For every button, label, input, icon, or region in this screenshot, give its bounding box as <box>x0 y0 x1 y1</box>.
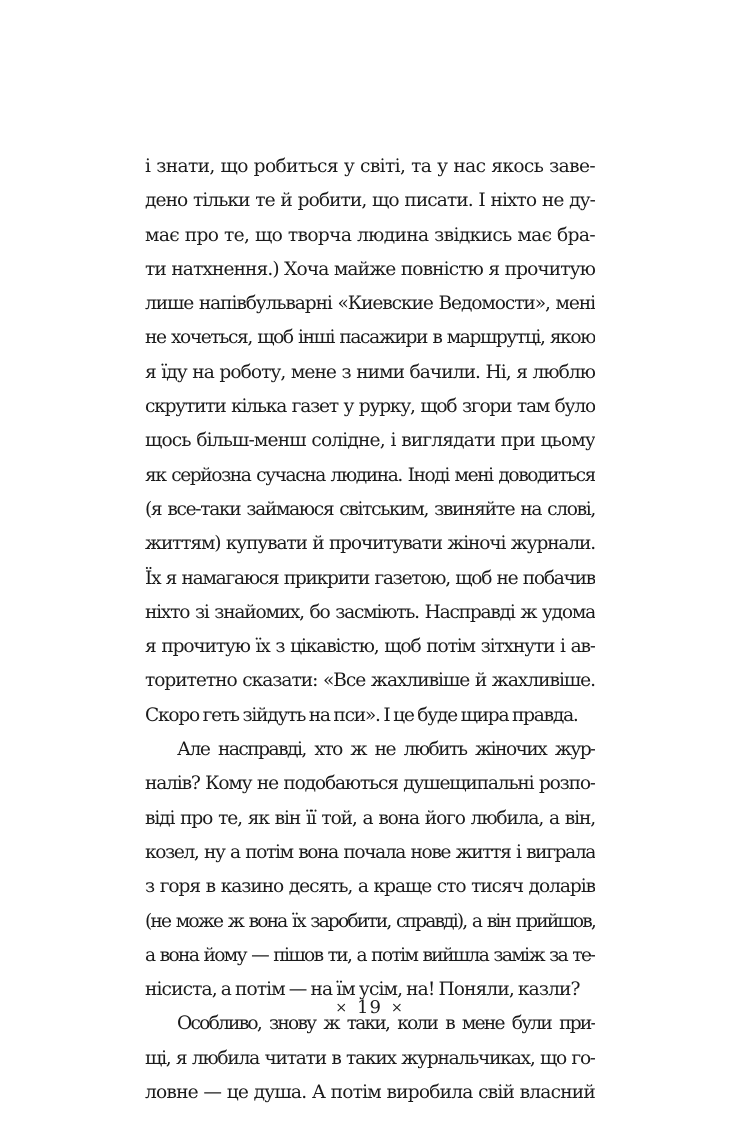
paragraph <box>145 1007 595 1110</box>
text-line: як серйозна сучасна людина. Іноді мені доводиться <box>145 464 595 486</box>
page-number: 19 <box>357 997 382 1018</box>
text-line: і знати, що робиться у світі, та у нас якось заве- <box>145 156 595 177</box>
text-line: з горя в казино десять, а краще сто тисяч доларів <box>145 876 595 898</box>
text-line: дено тільки те й робити, що писати. І ніхто не ду- <box>145 190 595 212</box>
text-line: життям) купувати й прочитувати жіночі журнали. <box>145 533 595 555</box>
page-footer <box>0 997 739 1018</box>
text-line: щі, я любила читати в таких журнальчиках, що го- <box>145 1047 595 1069</box>
folio-ornament-right: × <box>390 1000 404 1016</box>
text-line: лише напівбульварні «Киевские Ведомости», мені <box>145 293 595 315</box>
text-line: Скоро геть зійдуть на пси». І це буде щира правда. <box>145 704 578 726</box>
paragraph <box>145 150 595 733</box>
text-line: нісиста, а потім — на їм усім, на! Поняли, казли? <box>145 979 580 1001</box>
text-line: торитетно сказати: «Все жахливіше й жахливіше. <box>145 670 595 692</box>
text-line: я їду на роботу, мене з ними бачили. Ні, я люблю <box>145 361 595 383</box>
text-line: козел, ну а потім вона почала нове життя і виграла <box>145 841 595 863</box>
folio-ornament-left: × <box>335 1000 349 1016</box>
text-line: скрутити кілька газет у рурку, щоб згори там було <box>145 396 595 418</box>
body-text <box>145 150 595 1110</box>
text-line: щось більш-менш солідне, і виглядати при цьому <box>145 430 595 452</box>
text-line: ловне — це душа. А потім виробила свій власний <box>145 1082 595 1104</box>
text-line: (не може ж вона їх заробити, справді), а він прийшов, <box>145 910 595 932</box>
text-line: налів? Кому не подобаються душещипальні розпо- <box>145 773 595 795</box>
text-line: а вона йому — пішов ти, а потім вийшла заміж за те- <box>145 944 595 966</box>
text-line: не хочеться, щоб інші пасажири в маршрутці, якою <box>145 327 595 349</box>
paragraph <box>145 733 595 1007</box>
text-line: ти натхнення.) Хоча майже повністю я прочитую <box>145 258 595 280</box>
text-line: я прочитую їх з цікавістю, щоб потім зітхнути і ав- <box>145 636 595 658</box>
text-line: (я все-таки займаюся світським, звиняйте на слові, <box>145 498 595 520</box>
text-line: Їх я намагаюся прикрити газетою, щоб не побачив <box>145 567 595 589</box>
text-line: Особливо, знову ж таки, коли в мене були при- <box>177 1013 595 1035</box>
text-line: віді про те, як він її той, а вона його любила, а він, <box>145 807 595 829</box>
text-line: ніхто зі знайомих, бо засміють. Насправді ж удома <box>145 601 595 623</box>
text-line: має про те, що творча людина звідкись має бра- <box>145 224 595 246</box>
text-line: Але насправді, хто ж не любить жіночих жур- <box>177 739 595 761</box>
